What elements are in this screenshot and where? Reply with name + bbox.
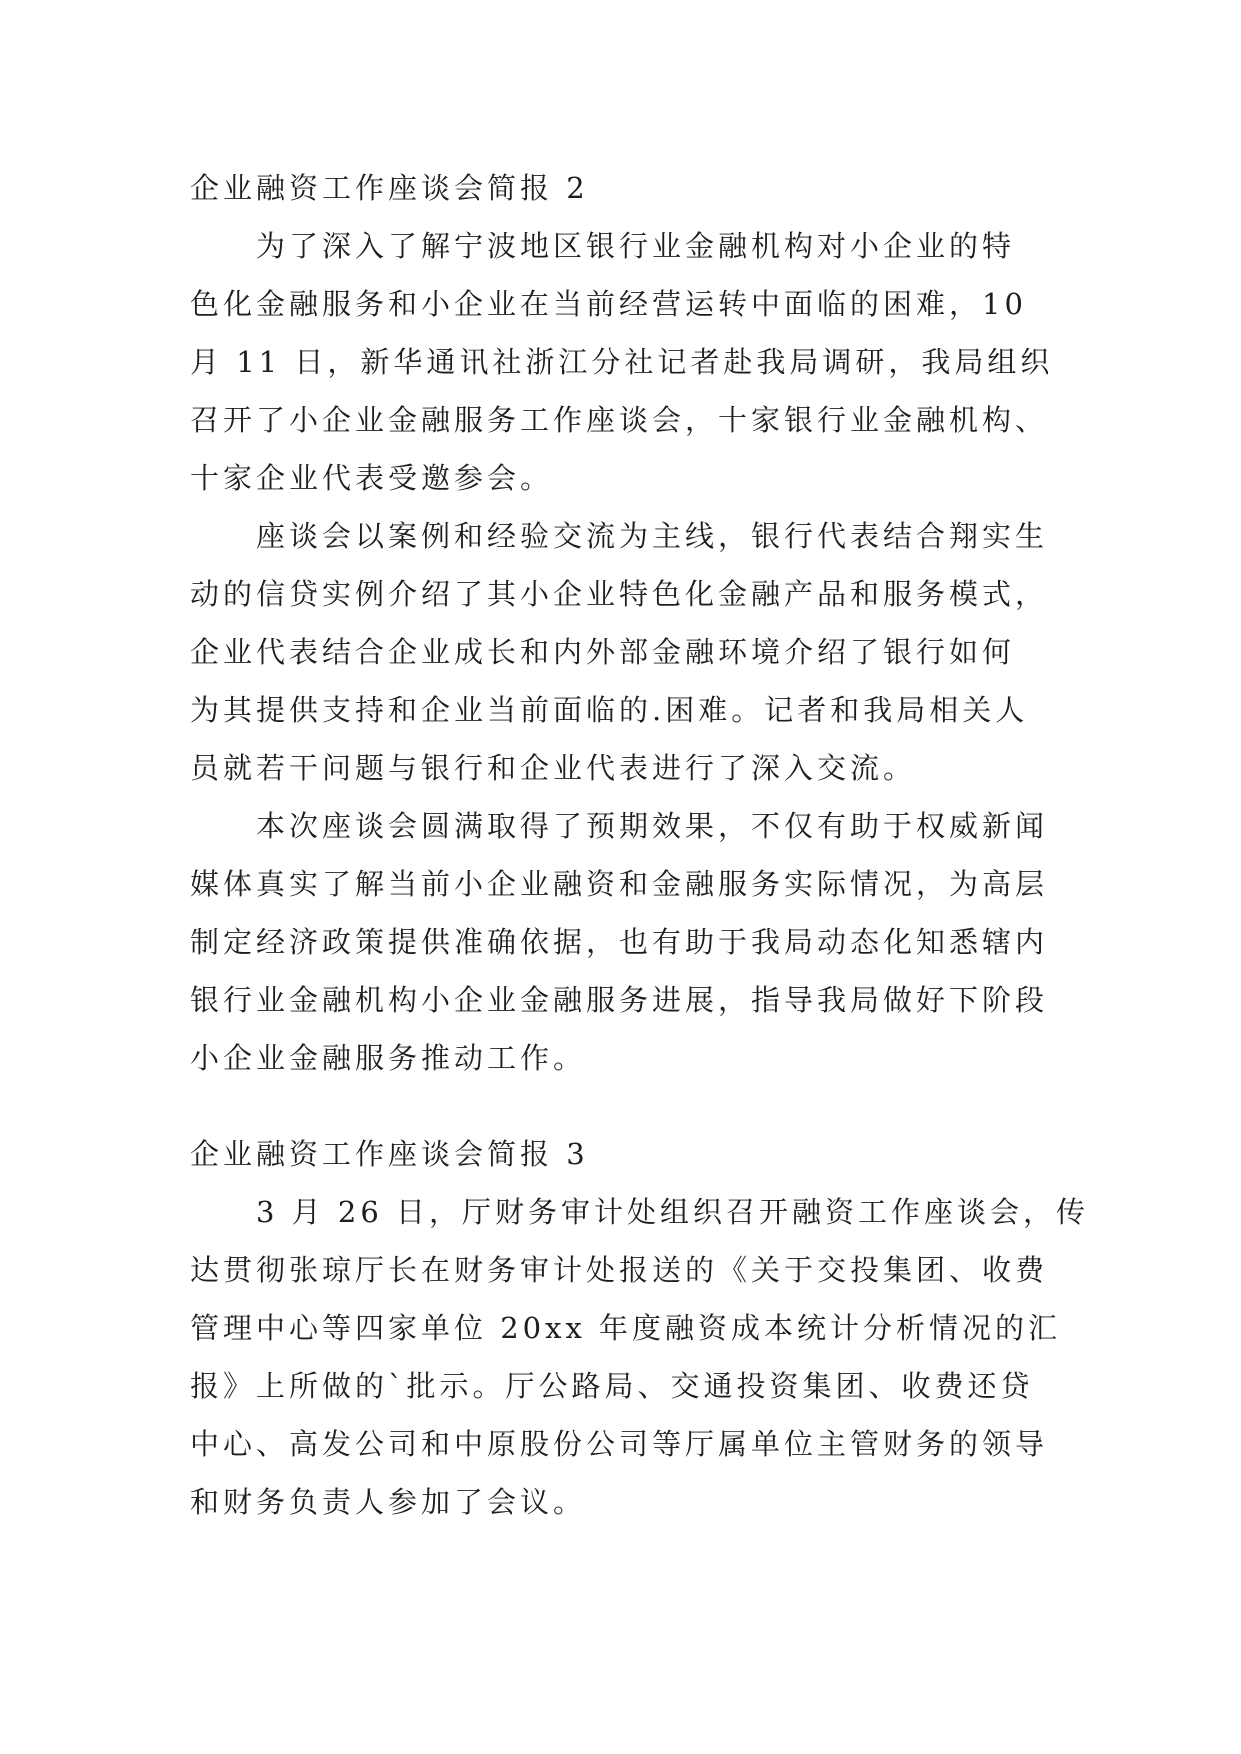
section xyxy=(190,1125,1090,1531)
text-line: 色化金融服务和小企业在当前经营运转中面临的困难，10 xyxy=(190,287,1027,321)
paragraph xyxy=(190,217,1056,507)
text-line: 企业代表结合企业成长和内外部金融环境介绍了银行如何 xyxy=(190,635,1016,669)
text-line: 银行业金融机构小企业金融服务进展，指导我局做好下阶段 xyxy=(190,983,1049,1017)
text-line: 月 11 日，新华通讯社浙江分社记者赴我局调研，我局组织 xyxy=(190,345,1054,379)
text-line: 管理中心等四家单位 20xx 年度融资成本统计分析情况的汇 xyxy=(190,1311,1062,1345)
paragraph xyxy=(190,1183,1090,1531)
text-line: 3 月 26 日，厅财务审计处组织召开融资工作座谈会，传 xyxy=(256,1195,1090,1229)
text-line: 媒体真实了解当前小企业融资和金融服务实际情况，为高层 xyxy=(190,867,1049,901)
text-line: 报》上所做的`批示。厅公路局、交通投资集团、收费还贷 xyxy=(190,1369,1034,1403)
text-line: 为了深入了解宁波地区银行业金融机构对小企业的特 xyxy=(256,229,1016,263)
text-line: 和财务负责人参加了会议。 xyxy=(190,1485,587,1519)
section-heading: 企业融资工作座谈会简报 2 xyxy=(190,171,589,205)
paragraph xyxy=(190,507,1056,797)
text-line: 中心、高发公司和中原股份公司等厅属单位主管财务的领导 xyxy=(190,1427,1049,1461)
paragraph xyxy=(190,797,1056,1087)
text-line: 十家企业代表受邀参会。 xyxy=(190,461,554,495)
text-line: 动的信贷实例介绍了其小企业特色化金融产品和服务模式， xyxy=(190,577,1049,611)
document-body xyxy=(190,159,1090,1531)
text-line: 达贯彻张琼厅长在财务审计处报送的《关于交投集团、收费 xyxy=(190,1253,1049,1287)
text-line: 员就若干问题与银行和企业代表进行了深入交流。 xyxy=(190,751,917,785)
text-line: 为其提供支持和企业当前面临的.困难。记者和我局相关人 xyxy=(190,693,1029,727)
section-heading: 企业融资工作座谈会简报 3 xyxy=(190,1137,589,1171)
text-line: 制定经济政策提供准确依据，也有助于我局动态化知悉辖内 xyxy=(190,925,1049,959)
text-line: 召开了小企业金融服务工作座谈会，十家银行业金融机构、 xyxy=(190,403,1049,437)
section xyxy=(190,159,1056,1087)
text-line: 小企业金融服务推动工作。 xyxy=(190,1041,587,1075)
text-line: 座谈会以案例和经验交流为主线，银行代表结合翔实生 xyxy=(256,519,1049,553)
text-line: 本次座谈会圆满取得了预期效果，不仅有助于权威新闻 xyxy=(256,809,1049,843)
